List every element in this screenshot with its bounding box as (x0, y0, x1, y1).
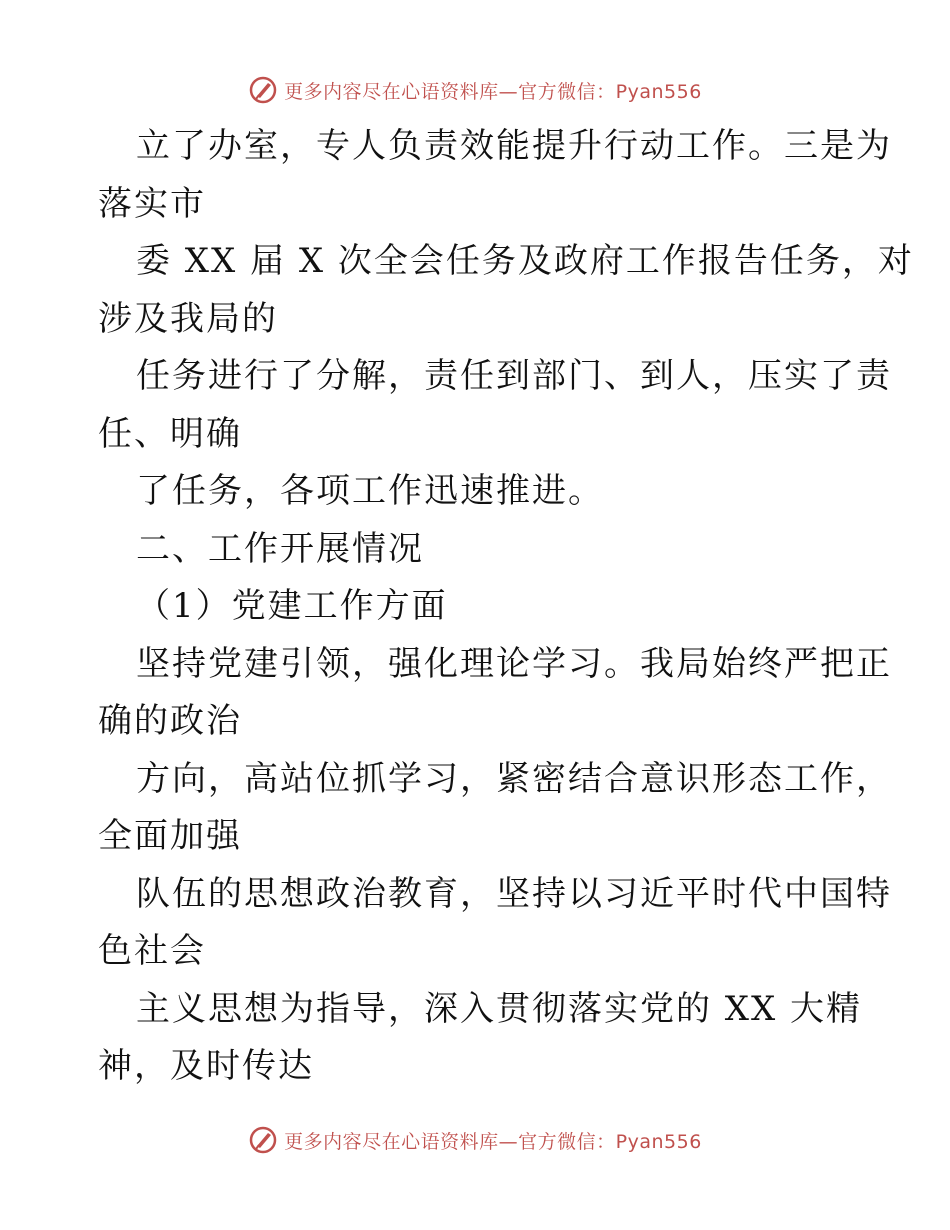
quill-pen-circle-icon (248, 1125, 278, 1155)
body-text-line: 神，及时传达 (98, 1046, 314, 1086)
body-text-line: 任务进行了分解，责任到部门、到人，压实了责 (136, 356, 892, 396)
body-text-line: 方向，高站位抓学习，紧密结合意识形态工作， (136, 758, 892, 799)
body-text-line: 坚持党建引领，强化理论学习。我局始终严把正 (136, 643, 892, 684)
body-text-line: 了任务，各项工作迅速推进。 (136, 471, 604, 511)
body-text-line: 确的政治 (98, 701, 242, 741)
quill-pen-circle-icon (248, 75, 278, 105)
header-banner (0, 72, 950, 108)
body-text-line: （1）党建工作方面 (136, 586, 448, 626)
header-banner-text: 更多内容尽在心语资料库—官方微信：Pyan556 (284, 80, 702, 103)
document-body (98, 118, 914, 1096)
footer-banner (0, 1122, 950, 1158)
body-text-line: 色社会 (98, 931, 206, 971)
body-text-line: 落实市 (98, 183, 206, 224)
body-text-line: 二、工作开展情况 (136, 528, 424, 569)
body-text-line: 队伍的思想政治教育，坚持以习近平时代中国特 (136, 873, 892, 914)
body-text-line: 涉及我局的 (98, 298, 278, 339)
body-text-line: 任、明确 (98, 413, 242, 454)
body-text-line: 委 XX 届 X 次全会任务及政府工作报告任务，对 (136, 241, 914, 281)
body-text-line: 立了办室，专人负责效能提升行动工作。三是为 (136, 126, 892, 166)
body-text-line: 主义思想为指导，深入贯彻落实党的 XX 大精 (136, 988, 863, 1029)
body-text-line: 全面加强 (98, 816, 242, 856)
footer-banner-text: 更多内容尽在心语资料库—官方微信：Pyan556 (284, 1130, 702, 1153)
